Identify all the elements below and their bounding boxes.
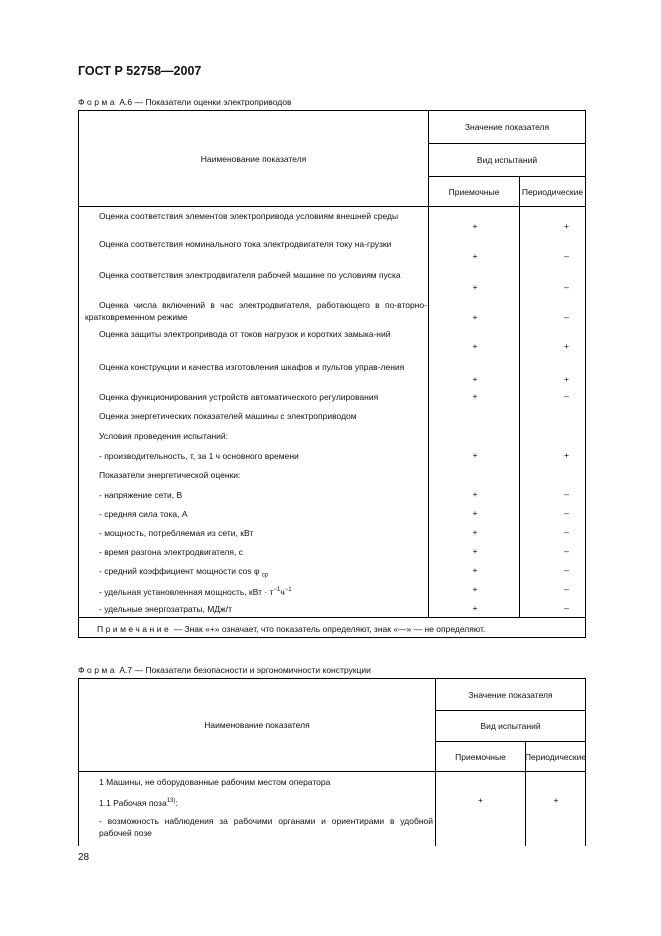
periodic-mark: – <box>564 584 569 594</box>
row-label: - удельная установленная мощность, кВт · $т^{-1}ч^{-1}$ <box>99 586 292 597</box>
acceptance-mark: + <box>472 221 478 231</box>
row-label: Показатели энергетической оценки: <box>99 470 241 480</box>
form-a6-table <box>78 110 586 638</box>
row-label: Оценка соответствия электродвигателя рабочей машине по условиям пуска <box>99 270 401 280</box>
row-label: - время разгона электродвигателя, с <box>99 547 243 557</box>
row-label: Оценка соответствия элементов электропривода условиям внешней среды <box>99 211 399 221</box>
periodic-mark: + <box>553 795 559 805</box>
periodic-mark: + <box>564 221 569 231</box>
periodic-mark: + <box>564 341 569 351</box>
periodic-mark: – <box>564 282 569 292</box>
acceptance-mark: + <box>472 489 478 499</box>
row-label: 1 Машины, не оборудованные рабочим местом оператора <box>99 777 331 787</box>
row-label: - средняя сила тока, А <box>99 509 188 519</box>
acceptance-mark: + <box>472 341 478 351</box>
acceptance-mark: + <box>472 374 478 384</box>
form-a6-caption-text: А.6 — Показатели оценки электроприводов <box>119 97 292 107</box>
row-label: 1.1 Рабочая поза$^{13)}$: <box>99 797 178 808</box>
periodic-mark: – <box>564 312 569 322</box>
acceptance-mark: + <box>472 603 478 613</box>
acceptance-mark: + <box>472 546 478 556</box>
row-label: - мощность, потребляемая из сети, кВт <box>99 528 254 538</box>
row-label: Оценка числа включений в час электродвигателя, работающего в по-вторно-кратковременном режиме <box>85 300 427 322</box>
form-a6-header-name: Наименование показателя <box>200 153 307 164</box>
form-a6-header-acceptance: Приемочные <box>448 186 500 197</box>
form-a6-header-test: Вид испытаний <box>476 155 538 165</box>
acceptance-mark: + <box>478 795 483 805</box>
form-a6-caption-word: Форма <box>78 97 117 107</box>
row-label: Оценка конструкции и качества изготовления шкафов и пультов управ-ления <box>99 362 405 372</box>
acceptance-mark: + <box>472 508 478 518</box>
row-label: Оценка энергетических показателей машины с электроприводом <box>99 411 357 421</box>
note-text: — Знак «+» означает, что показатель определяют, знак «—» — не определяют. <box>173 624 486 634</box>
row-label: - напряжение сети, В <box>99 490 183 500</box>
form-a6-caption <box>78 97 291 107</box>
form-a7-caption <box>78 665 371 675</box>
row-label: - производительность, т, за 1 ч основного времени <box>99 451 299 461</box>
row-label: Условия проведения испытаний: <box>99 431 228 441</box>
acceptance-mark: + <box>472 282 478 292</box>
note-word: Примечание <box>97 624 172 634</box>
row-label: Оценка соответствия номинального тока электродвигателя току на-грузки <box>99 239 392 249</box>
form-a7-header-test: Вид испытаний <box>480 721 541 731</box>
form-a7-header-acceptance: Приемочные <box>455 751 506 762</box>
row-label: Оценка защиты электропривода от токов нагрузок и коротких замыка-ний <box>99 329 391 339</box>
form-a7-caption-text: А.7 — Показатели безопасности и эргономичности конструкции <box>119 665 371 675</box>
form-a7-header-periodic: Периодические <box>524 751 587 762</box>
acceptance-mark: + <box>472 391 478 401</box>
row-label: - удельные энергозатраты, МДж/т <box>99 604 232 614</box>
acceptance-mark: + <box>472 584 478 594</box>
periodic-mark: – <box>564 546 569 556</box>
form-a6-note <box>97 624 485 634</box>
periodic-mark: + <box>564 374 569 384</box>
acceptance-mark: + <box>472 312 478 322</box>
form-a7-header-value: Значение показателя <box>468 689 553 700</box>
periodic-mark: – <box>564 391 569 401</box>
document-title: ГОСТ Р 52758—2007 <box>78 64 202 78</box>
acceptance-mark: + <box>472 450 478 460</box>
acceptance-mark: + <box>472 565 478 575</box>
periodic-mark: – <box>564 603 569 613</box>
form-a7-caption-word: Форма <box>78 665 117 675</box>
form-a6-header-value: Значение показателя <box>464 122 550 132</box>
form-a7-table <box>78 678 586 846</box>
periodic-mark: – <box>564 508 569 518</box>
acceptance-mark: + <box>472 251 478 261</box>
acceptance-mark: + <box>472 527 478 537</box>
form-a6-header-periodic: Периодические <box>521 186 584 197</box>
row-label: Оценка функционирования устройств автоматического регулирования <box>99 392 379 402</box>
row-label: - средний коэффициент мощности cos φ $_{ср}$ <box>99 566 269 579</box>
row-label: - возможность наблюдения за рабочими органами и ориентирами в удобной рабочей позе <box>99 816 433 838</box>
periodic-mark: + <box>564 450 569 460</box>
periodic-mark: – <box>564 565 569 575</box>
form-a7-header-name: Наименование показателя <box>204 720 310 730</box>
periodic-mark: – <box>564 527 569 537</box>
periodic-mark: – <box>564 489 569 499</box>
page-number: 28 <box>78 852 90 863</box>
periodic-mark: – <box>564 251 569 261</box>
